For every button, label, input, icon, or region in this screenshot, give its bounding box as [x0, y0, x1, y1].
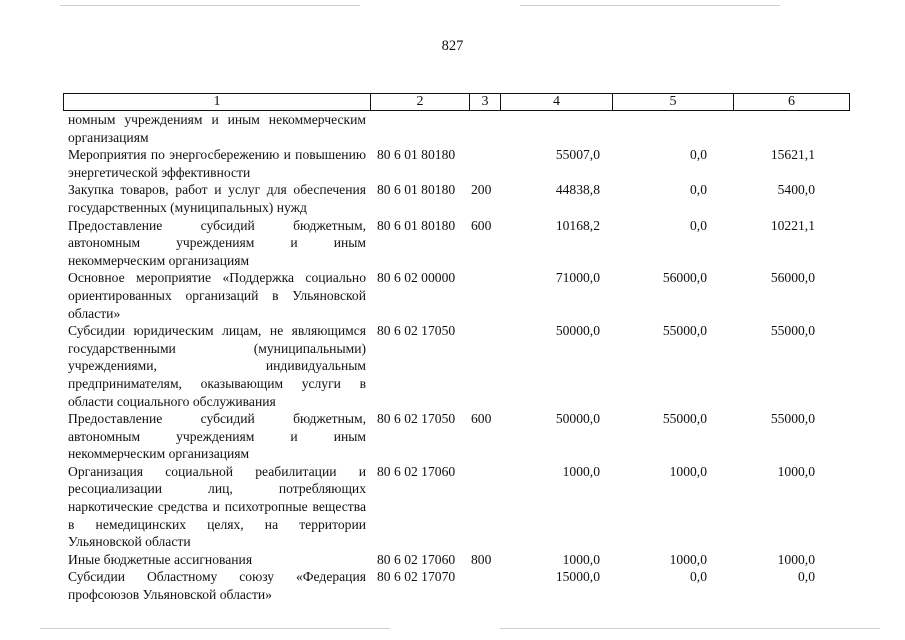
row-value-6: 15621,1: [770, 147, 815, 163]
row-value-5: 0,0: [690, 147, 707, 163]
table-header: [63, 93, 850, 111]
row-value-4: 44838,8: [555, 182, 600, 198]
header-col-2: 2: [371, 94, 470, 111]
row-value-4: 10168,2: [555, 217, 600, 233]
row-value-4: 1000,0: [562, 463, 600, 479]
scan-artifact: [520, 5, 780, 6]
row-name: Предоставление субсидий бюджетным, автономным учреждениям и иным некоммерческим организациям: [68, 411, 366, 462]
row-value-6: 1000,0: [777, 463, 815, 479]
row-name: Мероприятия по энергосбережению и повышению энергетической эффективности: [68, 147, 366, 180]
row-value-6: 55000,0: [770, 411, 815, 427]
row-vr: [469, 568, 500, 603]
row-value-4: 50000,0: [555, 323, 600, 339]
row-name: Закупка товаров, работ и услуг для обеспечения государственных (муниципальных) нужд: [68, 182, 366, 215]
row-name: номным учреждениям и иным некоммерческим организациям: [68, 112, 366, 145]
row-value-5: 0,0: [690, 217, 707, 233]
row-value-6: 5400,0: [777, 182, 815, 198]
row-vr: [469, 111, 500, 146]
row-vr: [469, 322, 500, 410]
table-row: [63, 410, 849, 463]
row-value-5: 55000,0: [662, 411, 707, 427]
table-row: [63, 111, 849, 146]
row-value-4: [500, 111, 612, 146]
table-row: [63, 269, 849, 322]
row-value-4: 50000,0: [555, 411, 600, 427]
table-body: [63, 111, 849, 604]
row-vr: 800: [471, 551, 492, 567]
row-value-4: 15000,0: [555, 569, 600, 585]
row-name: Субсидии Областному союзу «Федерация профсоюзов Ульяновской области»: [68, 569, 366, 603]
row-code: 80 6 02 17060: [377, 463, 456, 479]
row-vr: 600: [471, 217, 492, 233]
row-vr: [469, 463, 500, 551]
row-code: 80 6 02 00000: [377, 270, 456, 286]
scan-artifact: [500, 628, 880, 629]
row-value-6: [733, 111, 849, 146]
header-col-4: 4: [501, 94, 613, 111]
table-row: [63, 217, 849, 270]
scan-artifact: [60, 5, 360, 6]
row-code: 80 6 01 80180: [377, 182, 456, 198]
row-vr: [469, 269, 500, 322]
row-value-5: [612, 111, 733, 146]
page-number: 827: [441, 38, 464, 54]
row-name: Предоставление субсидий бюджетным, автономным учреждениям и иным некоммерческим организациям: [68, 217, 366, 268]
table-row: [63, 463, 849, 551]
row-vr: [469, 146, 500, 181]
row-code: 80 6 02 17070: [377, 569, 456, 585]
row-value-6: 0,0: [798, 569, 815, 585]
budget-table: [63, 93, 849, 604]
row-code: 80 6 02 17050: [377, 411, 456, 427]
row-value-5: 56000,0: [662, 270, 707, 286]
row-code: 80 6 02 17060: [377, 551, 456, 567]
row-vr: 600: [471, 411, 492, 427]
row-value-6: 55000,0: [770, 323, 815, 339]
row-value-5: 1000,0: [669, 463, 707, 479]
row-value-4: 55007,0: [555, 147, 600, 163]
row-code: [370, 111, 469, 146]
row-code: 80 6 02 17050: [377, 323, 456, 339]
row-value-5: 1000,0: [669, 551, 707, 567]
header-col-3: 3: [470, 94, 501, 111]
row-name: Субсидии юридическим лицам, не являющимся государственными (муниципальными) учреждениями, индивидуальным предпринимателям, оказывающим услуги в области социального обслуживания: [68, 323, 366, 409]
row-value-6: 10221,1: [770, 217, 815, 233]
table-row: [63, 568, 849, 603]
table-row: [63, 146, 849, 181]
table-row: [63, 322, 849, 410]
row-value-5: 0,0: [690, 569, 707, 585]
table-row: [63, 181, 849, 216]
header-col-5: 5: [613, 94, 734, 111]
scan-artifact: [40, 628, 390, 629]
row-name: Основное мероприятие «Поддержка социально ориентированных организаций в Ульяновской области»: [68, 270, 366, 321]
row-code: 80 6 01 80180: [377, 217, 456, 233]
row-value-6: 1000,0: [777, 551, 815, 567]
row-value-5: 55000,0: [662, 323, 707, 339]
row-value-5: 0,0: [690, 182, 707, 198]
header-col-6: 6: [734, 94, 850, 111]
row-name: Иные бюджетные ассигнования: [68, 551, 253, 567]
header-col-1: 1: [64, 94, 371, 111]
header-row: [64, 94, 850, 111]
row-vr: 200: [471, 182, 492, 198]
row-name: Организация социальной реабилитации и ресоциализации лиц, потребляющих наркотические средства и психотропные вещества в немедицинских целях, на территории Ульяновской области: [68, 463, 366, 550]
row-value-6: 56000,0: [770, 270, 815, 286]
row-value-4: 1000,0: [562, 551, 600, 567]
table-row: [63, 551, 849, 569]
row-value-4: 71000,0: [555, 270, 600, 286]
row-code: 80 6 01 80180: [377, 147, 456, 163]
